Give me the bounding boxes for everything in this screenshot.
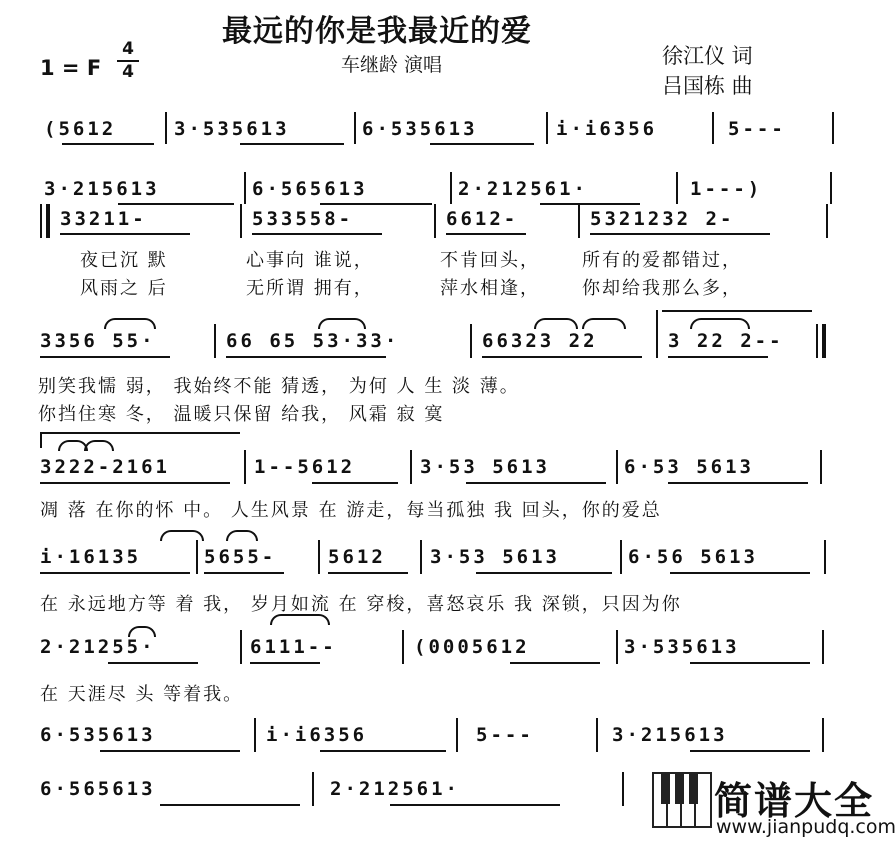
- measure: 66323 22: [482, 330, 598, 352]
- measure: 3·53 5613: [430, 546, 560, 568]
- measure: 533558-: [252, 208, 354, 230]
- lyric-line: 别笑我懦 弱， 我始终不能 猜透， 为何 人 生 淡 薄。: [38, 376, 520, 397]
- lyric-line: 在 永远地方等 着 我， 岁月如流 在 穿梭，喜怒哀乐 我 深锁，只因为你: [40, 594, 682, 615]
- lyric-line: 在 天涯尽 头 等着我。: [40, 684, 244, 705]
- measure: 3356 55·: [40, 330, 156, 352]
- measure: 3·215613: [44, 178, 160, 200]
- song-title: 最远的你是我最近的爱: [222, 14, 532, 49]
- lyric-line: 风雨之 后: [80, 278, 168, 299]
- lyric-line: 无所谓 拥有，: [246, 278, 374, 299]
- measure: 66 65 53·33·: [226, 330, 400, 352]
- lyric-line: 你挡住寒 冬， 温暖只保留 给我， 风霜 寂 寞: [38, 404, 445, 425]
- watermark-url[interactable]: www.jianpudq.com: [716, 816, 896, 838]
- measure: 5321232 2-: [590, 208, 735, 230]
- measure: 6·53 5613: [624, 456, 754, 478]
- time-signature: [117, 40, 139, 82]
- measure: i·16135: [40, 546, 142, 568]
- measure: 6·56 5613: [628, 546, 758, 568]
- measure: 2·21255·: [40, 636, 156, 658]
- measure: (5612: [44, 118, 117, 140]
- singer-credit: 车继龄 演唱: [341, 54, 443, 76]
- measure: 3·215613: [612, 724, 728, 746]
- lyric-line: 凋 落 在你的怀 中。 人生风景 在 游走，每当孤独 我 回头，你的爱总: [40, 500, 662, 521]
- measure: 1--5612: [254, 456, 356, 478]
- measure: (0005612: [414, 636, 530, 658]
- piano-keys-icon: [652, 772, 712, 828]
- measure: 5---: [476, 724, 534, 746]
- measure: 5612: [328, 546, 386, 568]
- lyric-line: 夜已沉 默: [80, 250, 168, 271]
- measure: 6·565613: [40, 778, 156, 800]
- lyric-line: 你却给我那么多，: [582, 278, 742, 299]
- measure: 1---): [690, 178, 763, 200]
- measure: 3·53 5613: [420, 456, 550, 478]
- measure: 6612-: [446, 208, 519, 230]
- measure: 3·535613: [174, 118, 290, 140]
- composer-credit: 吕国栋 曲: [662, 74, 753, 98]
- measure: i·i6356: [556, 118, 658, 140]
- measure: 3 22 2--: [668, 330, 784, 352]
- watermark-name: 简谱大全: [714, 779, 875, 823]
- measure: 6111--: [250, 636, 337, 658]
- key-signature: 1 = F: [40, 56, 102, 80]
- measure: i·i6356: [266, 724, 368, 746]
- measure: 2·212561·: [330, 778, 460, 800]
- time-signature-top: 4: [122, 39, 134, 59]
- lyric-line: 所有的爱都错过，: [582, 250, 742, 271]
- measure: 3222-2161: [40, 456, 170, 478]
- measure: 6·565613: [252, 178, 368, 200]
- measure: 5655-: [204, 546, 277, 568]
- time-signature-bottom: 4: [122, 62, 134, 82]
- lyricist-credit: 徐江仪 词: [662, 44, 753, 68]
- measure: 2·212561·: [458, 178, 588, 200]
- measure: 5---: [728, 118, 786, 140]
- measure: 33211-: [60, 208, 147, 230]
- lyric-line: 萍水相逢，: [440, 278, 540, 299]
- measure: 6·535613: [362, 118, 478, 140]
- measure: 3·535613: [624, 636, 740, 658]
- lyric-line: 不肯回头，: [440, 250, 540, 271]
- lyric-line: 心事向 谁说，: [246, 250, 374, 271]
- measure: 6·535613: [40, 724, 156, 746]
